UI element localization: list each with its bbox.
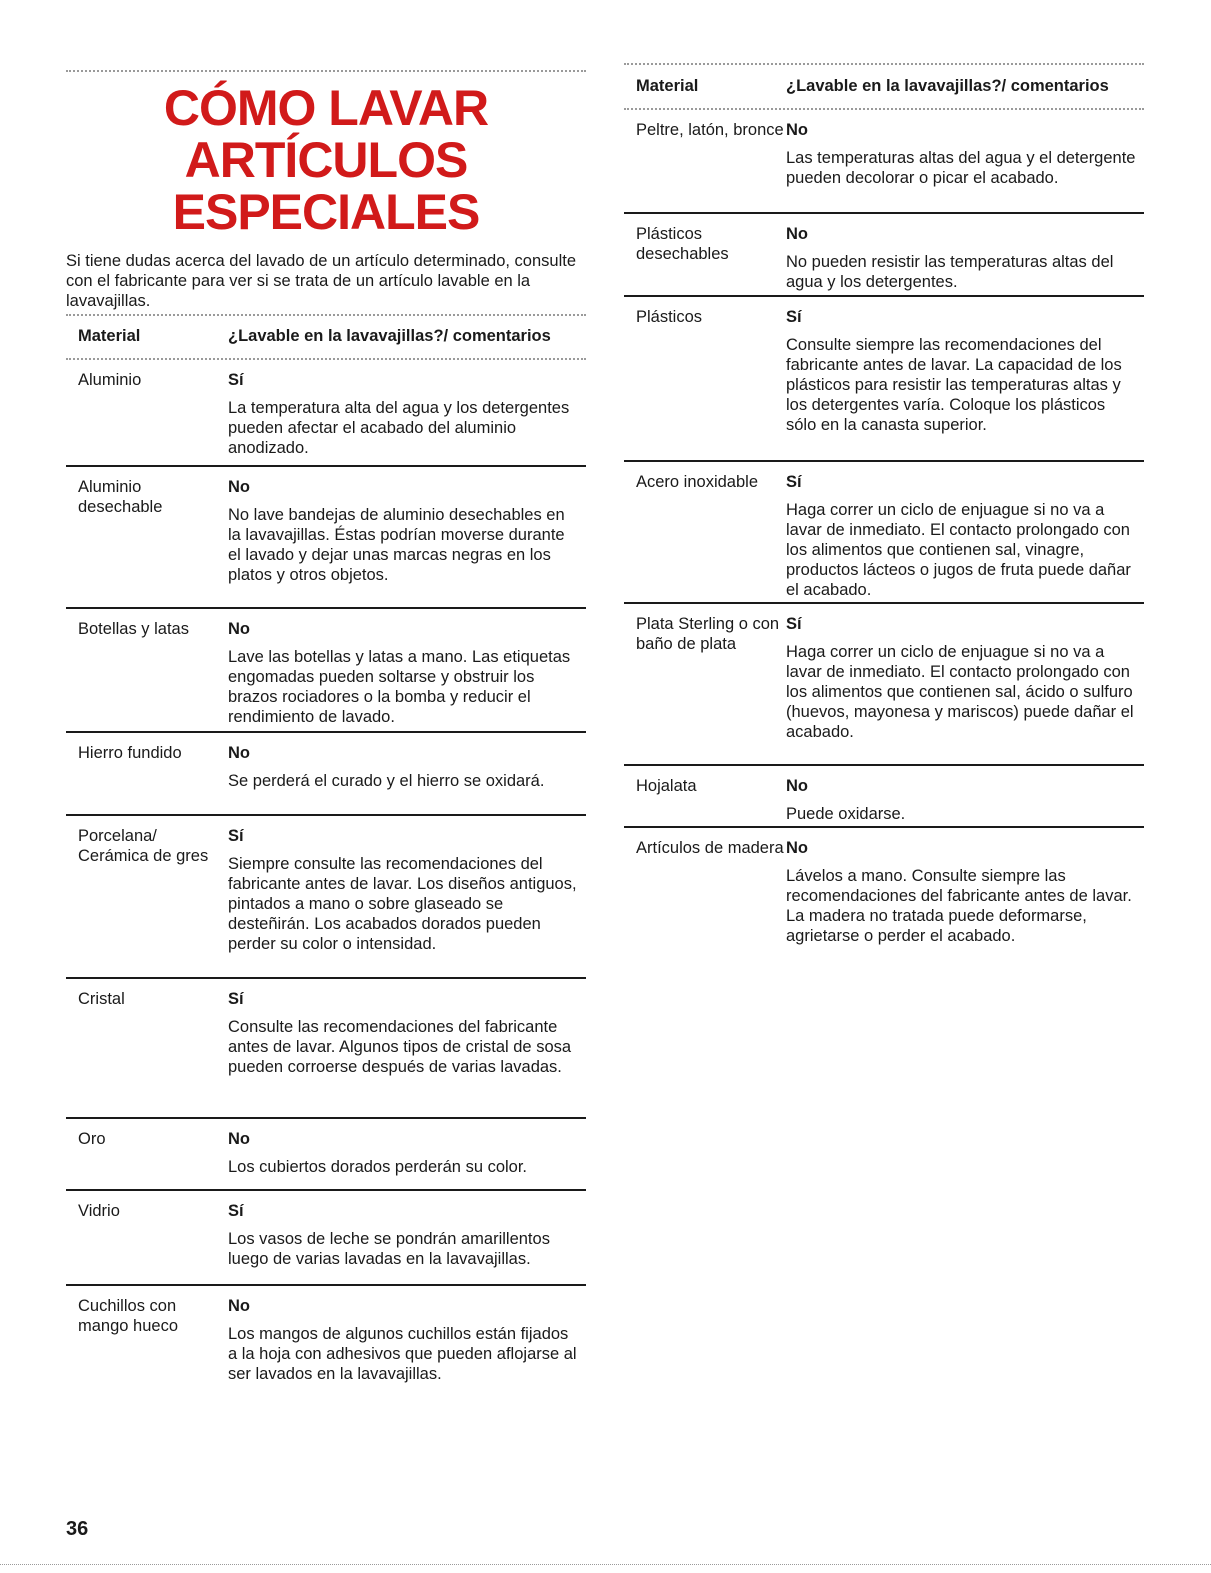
comment-text: Haga correr un ciclo de enjuague si no va a lavar de inmediato. El contacto prolongado con los alimentos que contienen sal, vinagre, productos lácteos o jugos de fruta puede dañar el acabado. [786,501,1131,599]
washable-cell [786,307,1144,460]
table-row [66,1119,586,1191]
washable-cell [228,1201,586,1284]
table-row [624,462,1144,604]
comment-text: La temperatura alta del agua y los detergentes pueden afectar el acabado del aluminio anodizado. [228,399,570,457]
intro-paragraph: Si tiene dudas acerca del lavado de un artículo determinado, consulte con el fabricante para ver si se trata de un artículo lavable en la lavavajillas. [66,252,576,310]
verdict-label: Sí [786,615,802,633]
material-cell: Aluminio desechable [78,478,163,516]
material-cell: Botellas y latas [78,620,189,638]
comment-text: Consulte siempre las recomendaciones del fabricante antes de lavar. La capacidad de los plásticos para resistir las temperaturas altas y los detergentes varía. Coloque los plásticos sólo en la canasta superior. [786,336,1122,434]
title-line-2: ARTÍCULOS [184,132,468,188]
comment-text: No lave bandejas de aluminio desechables en la lavavajillas. Éstas podrían moverse durante el lavado y dejar unas marcas negras en los platos y otros objetos. [228,506,565,584]
comment-text: Los cubiertos dorados perderán su color. [228,1158,528,1176]
material-cell: Vidrio [78,1202,120,1220]
verdict-label: No [228,620,250,638]
washable-cell [786,224,1144,295]
comment-text: Los vasos de leche se pondrán amarillentos luego de varias lavadas en la lavavajillas. [228,1230,550,1268]
comment-text: Se perderá el curado y el hierro se oxidará. [228,772,545,790]
comment-text: Las temperaturas altas del agua y el detergente pueden decolorar o picar el acabado. [786,149,1136,187]
title-line-1: CÓMO LAVAR [163,80,489,136]
title-line-3: ESPECIALES [172,184,480,240]
comment-text: Haga correr un ciclo de enjuague si no va a lavar de inmediato. El contacto prolongado con los alimentos que contienen sal, ácido o sulfuro (huevos, mayonesa y mariscos) puede dañar el acabado. [786,643,1134,741]
washable-cell [228,370,586,465]
verdict-label: No [228,478,250,496]
verdict-label: No [228,1130,250,1148]
washable-cell [228,826,586,977]
material-cell: Artículos de madera [636,839,784,857]
verdict-label: No [228,744,250,762]
table-row [624,110,1144,214]
table-row [624,297,1144,462]
material-cell: Aluminio [78,371,142,389]
table-row [66,1191,586,1286]
table-row [66,467,586,609]
left-table [66,312,586,1381]
verdict-label: No [786,777,808,795]
table-row [624,766,1144,828]
washable-cell [228,989,586,1117]
material-cell: Oro [78,1130,106,1148]
header-material: Material [78,327,141,345]
page-title [66,82,586,238]
washable-cell [786,120,1144,212]
material-cell: Hierro fundido [78,744,182,762]
table-header [66,312,586,360]
washable-cell [228,743,586,814]
verdict-label: Sí [786,473,802,491]
comment-text: Los mangos de algunos cuchillos están fijados a la hoja con adhesivos que pueden aflojarse al ser lavados en la lavavajillas. [228,1325,577,1383]
material-cell: Plásticos desechables [636,225,729,263]
verdict-label: No [786,121,808,139]
verdict-label: Sí [228,371,244,389]
comment-text: Siempre consulte las recomendaciones del fabricante antes de lavar. Los diseños antiguos, pintados a mano o sobre glaseado se desteñirán. Los acabados dorados pueden perder su color o intensidad. [228,855,577,953]
verdict-label: No [786,225,808,243]
page-number: 36 [66,1518,89,1540]
table-row [624,604,1144,766]
table-row [624,214,1144,297]
header-washable: ¿Lavable en la lavavajillas?/ comentarios [228,327,551,345]
washable-cell [786,614,1144,764]
table-row [66,1286,586,1381]
material-cell: Acero inoxidable [636,473,758,491]
table-row [66,979,586,1119]
comment-text: Puede oxidarse. [786,805,906,823]
comment-text: No pueden resistir las temperaturas altas del agua y los detergentes. [786,253,1114,291]
comment-text: Lávelos a mano. Consulte siempre las recomendaciones del fabricante antes de lavar. La madera no tratada puede deformarse, agrietarse o perder el acabado. [786,867,1132,945]
washable-cell [228,1129,586,1189]
washable-cell [228,619,586,731]
comment-text: Lave las botellas y latas a mano. Las etiquetas engomadas pueden soltarse y obstruir los brazos rociadores o la bomba y reducir el rendimiento de lavado. [228,648,571,726]
material-cell: Peltre, latón, bronce [636,121,784,139]
left-rows [66,360,586,1381]
table-row [624,828,1144,968]
verdict-label: Sí [228,1202,244,1220]
top-rule-left [66,70,586,72]
table-row [66,609,586,733]
table-row [66,816,586,979]
material-cell: Cuchillos con mango hueco [78,1297,178,1335]
header-washable: ¿Lavable en la lavavajillas?/ comentarios [786,77,1109,95]
right-table [624,62,1144,968]
material-cell: Plata Sterling o con baño de plata [636,615,780,653]
material-cell: Porcelana/ Cerámica de gres [78,827,209,865]
verdict-label: No [228,1297,250,1315]
washable-cell [228,1296,586,1381]
verdict-label: No [786,839,808,857]
verdict-label: Sí [228,990,244,1008]
verdict-label: Sí [228,827,244,845]
header-material: Material [636,77,699,95]
material-cell: Hojalata [636,777,697,795]
table-row [66,733,586,816]
table-header [624,62,1144,110]
verdict-label: Sí [786,308,802,326]
material-cell: Plásticos [636,308,703,326]
washable-cell [786,838,1144,968]
washable-cell [786,776,1144,826]
bottom-rule [0,1564,1211,1565]
table-row [66,360,586,467]
right-rows [624,110,1144,968]
washable-cell [228,477,586,607]
washable-cell [786,472,1144,602]
material-cell: Cristal [78,990,125,1008]
comment-text: Consulte las recomendaciones del fabricante antes de lavar. Algunos tipos de cristal de sosa pueden corroerse después de varias lavadas. [228,1018,572,1076]
